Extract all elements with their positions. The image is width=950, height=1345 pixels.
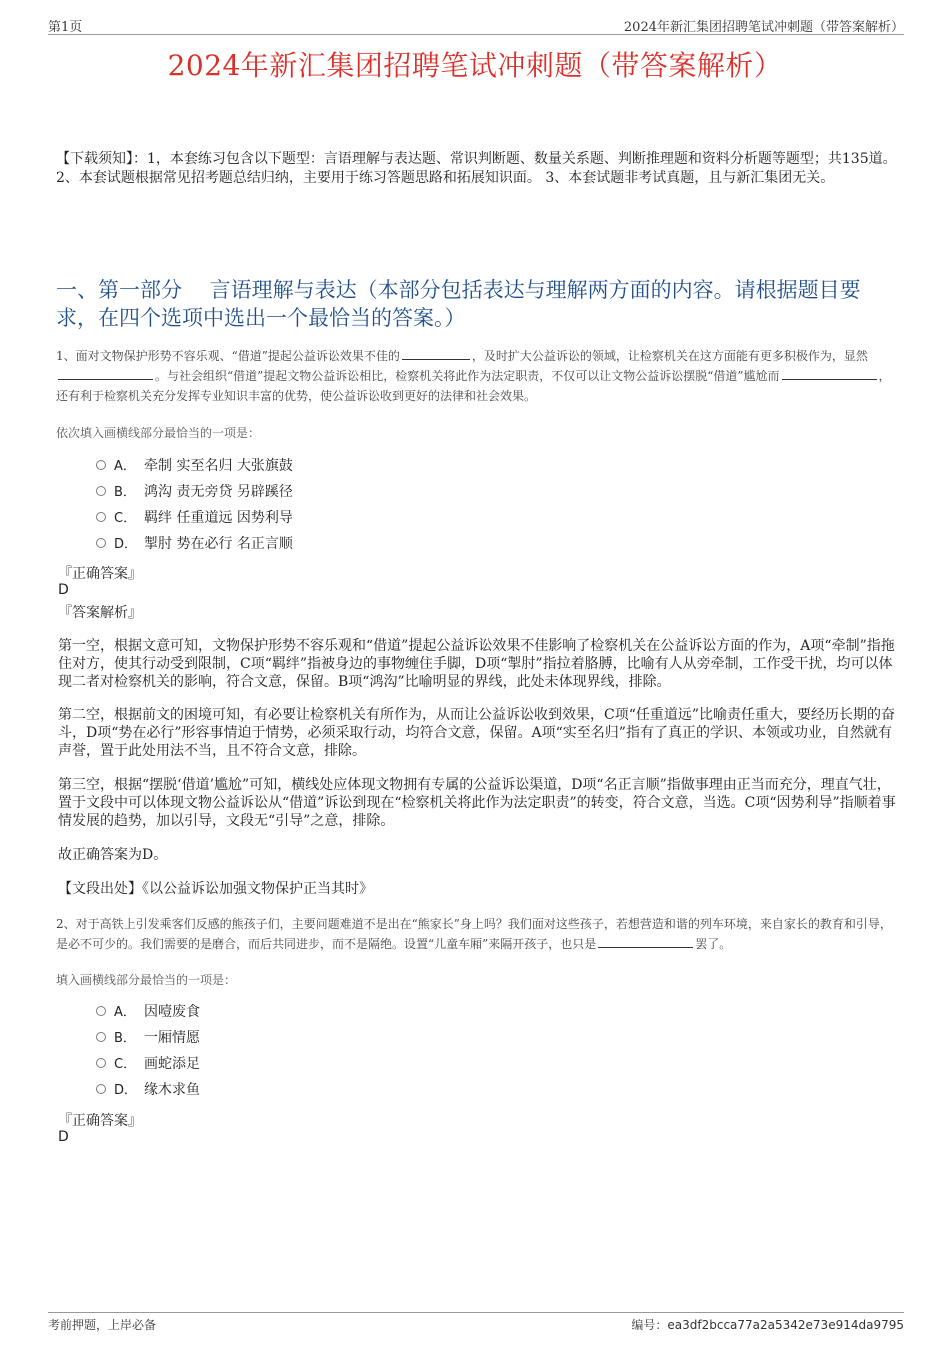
footer-slogan: 考前押题，上岸必备 bbox=[48, 1318, 157, 1332]
q1-stem-part: 。与社会组织“借道”提起文物公益诉讼相比，检察机关将此作为法定职责，不仅可以让文物公益诉讼摆脱“借道”尴尬而 bbox=[155, 369, 780, 383]
option-b[interactable] bbox=[96, 1025, 200, 1051]
page-header bbox=[48, 14, 904, 35]
option-letter: D． bbox=[114, 1083, 138, 1098]
option-letter: B． bbox=[114, 485, 136, 500]
analysis-paragraph: 第三空，根据“摆脱‘借道’尴尬”可知，横线处应体现文物拥有专属的公益诉讼渠道，D项“名正言顺”指做事理由正当而充分，理直气壮，置于文段中可以体现文物公益诉讼从“借道”诉讼到现在“检察机关将此作为法定职责”的转变，符合文意，当选。C项“因势利导”指顺着事情发展的趋势，加以引导，文段无“引导”之意，排除。 bbox=[58, 777, 896, 829]
analysis-label: 『答案解析』 bbox=[58, 605, 142, 621]
question-1-options bbox=[96, 453, 293, 557]
analysis-paragraph: 第一空，根据文意可知，文物保护形势不容乐观和“借道”提起公益诉讼效果不佳影响了检察机关在公益诉讼方面的作为，A项“牵制”指拖住对方，使其行动受到限制，C项“羁绊”指被身边的事物缠住手脚，D项“掣肘”指拉着胳膊，比喻有人从旁牵制，工作受干扰，均可以体现二者对检察机关的影响，符合文意，保留。B项“鸿沟”比喻明显的界线，此处未体现界线，排除。 bbox=[58, 638, 895, 690]
header-doc-title: 2024年新汇集团招聘笔试冲刺题（带答案解析） bbox=[623, 20, 904, 35]
answer-value: D bbox=[58, 1129, 69, 1145]
fill-blank bbox=[782, 366, 877, 380]
page-number: 第1页 bbox=[48, 20, 83, 35]
radio-icon[interactable] bbox=[96, 538, 106, 548]
option-text: 羁绊 任重道远 因势利导 bbox=[144, 510, 293, 526]
analysis-conclusion: 故正确答案为D。 bbox=[58, 847, 168, 863]
option-letter: D． bbox=[114, 537, 138, 552]
radio-icon[interactable] bbox=[96, 460, 106, 470]
radio-icon[interactable] bbox=[96, 512, 106, 522]
fill-blank bbox=[58, 366, 153, 380]
option-c[interactable] bbox=[96, 505, 293, 531]
question-1-prompt: 依次填入画横线部分最恰当的一项是： bbox=[56, 426, 261, 440]
q2-stem-part: 罢了。 bbox=[695, 937, 732, 951]
document-title: 2024年新汇集团招聘笔试冲刺题（带答案解析） bbox=[167, 49, 783, 82]
radio-icon[interactable] bbox=[96, 1084, 106, 1094]
option-letter: C． bbox=[114, 1057, 137, 1072]
question-1-stem bbox=[56, 346, 900, 406]
radio-icon[interactable] bbox=[96, 1058, 106, 1068]
section-title: 一、第一部分 言语理解与表达（本部分包括表达与理解两方面的内容。请根据题目要求，在四个选项中选出一个最恰当的答案。） bbox=[56, 278, 861, 330]
option-a[interactable] bbox=[96, 999, 200, 1025]
option-a[interactable] bbox=[96, 453, 293, 479]
fill-blank bbox=[402, 346, 470, 360]
q1-stem-part: ，还有利于检察机关充分发挥专业知识丰富的优势，使公益诉讼收到更好的法律和社会效果。 bbox=[56, 369, 891, 403]
page-footer bbox=[48, 1312, 904, 1332]
option-letter: A． bbox=[114, 459, 136, 474]
q1-stem-part: ，及时扩大公益诉讼的领域，让检察机关在这方面能有更多积极作为，显然 bbox=[471, 349, 868, 363]
passage-source: 【文段出处】《以公益诉讼加强文物保护正当其时》 bbox=[58, 881, 373, 897]
option-text: 掣肘 势在必行 名正言顺 bbox=[144, 536, 293, 552]
option-text: 鸿沟 责无旁贷 另辟蹊径 bbox=[144, 484, 293, 500]
answer-label: 『正确答案』 bbox=[58, 1113, 142, 1129]
q2-stem-part: 2、对于高铁上引发乘客们反感的熊孩子们，主要问题难道不是出在“熊家长”身上吗？我们面对这些孩子，若想营造和谐的列车环境，来自家长的教育和引导，是必不可少的。我们需要的是磨合，而后共同进步，而不是隔绝。设置“儿童车厢”来隔开孩子，也只是 bbox=[56, 917, 892, 951]
option-letter: C． bbox=[114, 511, 137, 526]
option-letter: A． bbox=[114, 1005, 136, 1020]
option-d[interactable] bbox=[96, 1077, 200, 1103]
answer-value: D bbox=[58, 582, 69, 598]
answer-label: 『正确答案』 bbox=[58, 566, 142, 582]
radio-icon[interactable] bbox=[96, 1032, 106, 1042]
fill-blank bbox=[598, 934, 693, 948]
question-2-stem bbox=[56, 914, 900, 954]
analysis-paragraph: 第二空，根据前文的困境可知，有必要让检察机关有所作为，从而让公益诉讼收到效果，C项“任重道远”比喻责任重大，要经历长期的奋斗，D项“势在必行”形容事情迫于情势，必须采取行动，均符合文意，保留。A项“实至名归”指有了真正的学识、本领或功业，自然就有声誉，置于此处用法不当，且不符合文意，排除。 bbox=[58, 707, 896, 759]
footer-serial: 编号：ea3df2bcca77a2a5342e73e914da9795 bbox=[631, 1318, 904, 1332]
option-c[interactable] bbox=[96, 1051, 200, 1077]
option-text: 画蛇添足 bbox=[144, 1056, 200, 1072]
radio-icon[interactable] bbox=[96, 1006, 106, 1016]
option-text: 因噎废食 bbox=[144, 1004, 200, 1020]
option-text: 一厢情愿 bbox=[144, 1030, 200, 1046]
question-2-prompt: 填入画横线部分最恰当的一项是： bbox=[56, 973, 237, 987]
option-d[interactable] bbox=[96, 531, 293, 557]
question-2-options bbox=[96, 999, 200, 1103]
download-notice: 【下载须知】：1，本套练习包含以下题型：言语理解与表达题、常识判断题、数量关系题、判断推理题和资料分析题等题型；共135道。 2、本套试题根据常见招考题总结归纳，主要用于练习答题思路和拓展知识面。 3、本套试题非考试真题，且与新汇集团无关。 bbox=[56, 151, 897, 186]
option-b[interactable] bbox=[96, 479, 293, 505]
option-text: 牵制 实至名归 大张旗鼓 bbox=[144, 458, 293, 474]
option-text: 缘木求鱼 bbox=[144, 1082, 200, 1098]
q1-stem-part: 1、面对文物保护形势不容乐观、“借道”提起公益诉讼效果不佳的 bbox=[56, 349, 400, 363]
option-letter: B． bbox=[114, 1031, 136, 1046]
radio-icon[interactable] bbox=[96, 486, 106, 496]
